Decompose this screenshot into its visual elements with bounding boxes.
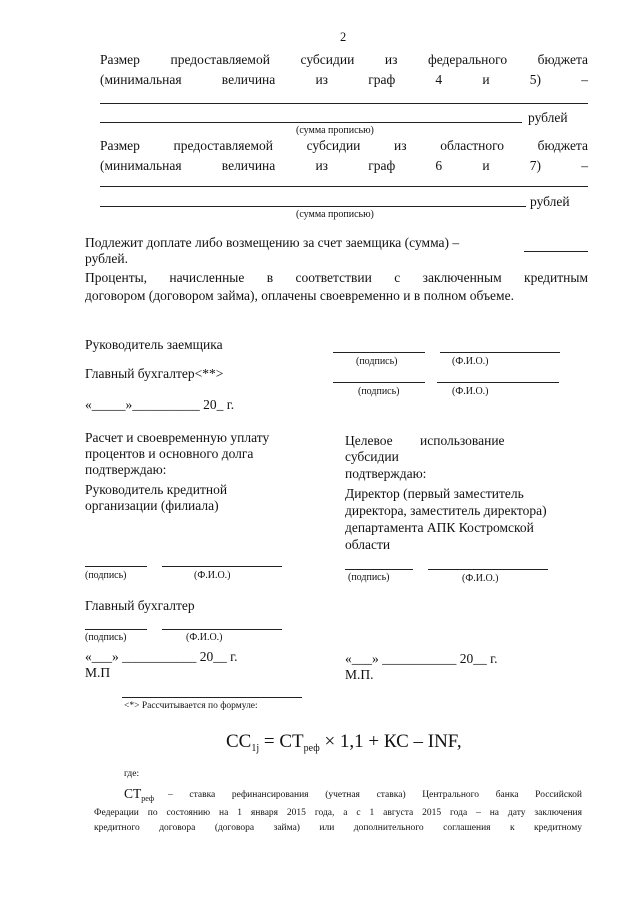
interest-line2: договором (договором займа), оплачены своевременно и в полном объеме. [85, 288, 514, 303]
regional-subsidy-line2: (минимальная величина из граф 6 и 7) – [100, 158, 588, 173]
borrower-accountant-label: Главный бухгалтер<**> [85, 366, 224, 381]
bank-line: процентов и основного долга [85, 446, 254, 461]
department-line1a: Целевое [345, 433, 393, 448]
federal-amount-line [100, 103, 588, 104]
department-line1b: использование [420, 433, 505, 448]
regional-currency: рублей [530, 194, 570, 209]
formula-rate-subscript: реф [303, 743, 320, 754]
footnote-where: где: [124, 769, 140, 779]
formula-eq: = СТ [259, 731, 304, 752]
federal-subsidy-line2: (минимальная величина из граф 4 и 5) – [100, 72, 588, 87]
formula-rest: × 1,1 + КС – INF, [319, 731, 462, 752]
department-line: департамента АПК Костромской [345, 520, 534, 535]
footnote-def-line3: кредитного договора (договора займа) или дополнительного соглашения к кредитному [94, 823, 582, 833]
department-signature-caption: (подпись) [348, 572, 390, 583]
bank-line: Руководитель кредитной [85, 482, 228, 497]
footnote-def-line1: – ставка рефинансирования (учетная ставка) Центрального банка Российской [168, 790, 582, 800]
head-signature-caption: (подпись) [356, 356, 398, 367]
bank-stamp: М.П [85, 665, 111, 680]
footnote-separator [122, 697, 302, 698]
bank-accountant-signature-line [85, 629, 147, 630]
bank-line: Расчет и своевременную уплату [85, 430, 270, 445]
department-date: «___» ___________ 20__ г. [345, 651, 498, 666]
regional-amount-line [100, 186, 588, 187]
department-line: субсидии [345, 449, 399, 464]
surcharge-amount-line [524, 251, 588, 252]
footnote-def-line2: Федерации по состоянию на 1 января 2015 года, а с 1 августа 2015 года – на дату заключения [94, 808, 582, 818]
federal-caption: (сумма прописью) [296, 125, 374, 136]
accountant-fio-caption: (Ф.И.О.) [452, 386, 489, 397]
head-fio-caption: (Ф.И.О.) [452, 356, 489, 367]
surcharge-line2: рублей. [85, 251, 129, 266]
borrower-head-label: Руководитель заемщика [85, 337, 223, 352]
page-number: 2 [340, 30, 347, 44]
department-stamp: М.П. [345, 667, 374, 682]
bank-line: организации (филиала) [85, 498, 219, 513]
accountant-signature-line [333, 382, 425, 383]
regional-subsidy-line1: Размер предоставляемой субсидии из областного бюджета [100, 138, 588, 153]
accountant-signature-caption: (подпись) [358, 386, 400, 397]
bank-fio-line [162, 566, 282, 567]
bank-fio-caption: (Ф.И.О.) [194, 570, 231, 581]
department-fio-caption: (Ф.И.О.) [462, 573, 499, 584]
footnote-term [124, 786, 154, 802]
bank-accountant-label: Главный бухгалтер [85, 598, 195, 613]
head-fio-line [440, 352, 560, 353]
bank-signature-caption: (подпись) [85, 570, 127, 581]
bank-accountant-fio-line [162, 629, 282, 630]
formula-lhs-subscript: 1j [251, 743, 260, 754]
formula [226, 731, 462, 753]
department-line: директора, заместитель директора) [345, 503, 547, 518]
department-line: подтверждаю: [345, 466, 427, 481]
bank-signature-line [85, 566, 147, 567]
bank-accountant-signature-caption: (подпись) [85, 632, 127, 643]
accountant-fio-line [437, 382, 559, 383]
federal-currency: рублей [528, 110, 568, 125]
department-line: области [345, 537, 391, 552]
department-signature-line [345, 569, 413, 570]
surcharge-line1: Подлежит доплате либо возмещению за счет заемщика (сумма) – [85, 235, 460, 250]
term-label: СТ [124, 786, 142, 801]
federal-subsidy-line1: Размер предоставляемой субсидии из федерального бюджета [100, 52, 588, 67]
term-subscript: реф [141, 794, 155, 803]
borrower-date: «_____»__________ 20_ г. [85, 397, 235, 412]
footnote-intro: <*> Рассчитывается по формуле: [124, 701, 258, 711]
department-fio-line [428, 569, 548, 570]
head-signature-line [333, 352, 425, 353]
bank-accountant-fio-caption: (Ф.И.О.) [186, 632, 223, 643]
federal-words-line [100, 122, 522, 123]
regional-caption: (сумма прописью) [296, 209, 374, 220]
regional-words-line [100, 206, 526, 207]
interest-line1: Проценты, начисленные в соответствии с заключенным кредитным [85, 270, 588, 285]
bank-line: подтверждаю: [85, 462, 167, 477]
formula-lhs: СС [226, 731, 252, 752]
bank-date: «___» ___________ 20__ г. [85, 649, 238, 664]
department-line: Директор (первый заместитель [345, 486, 524, 501]
